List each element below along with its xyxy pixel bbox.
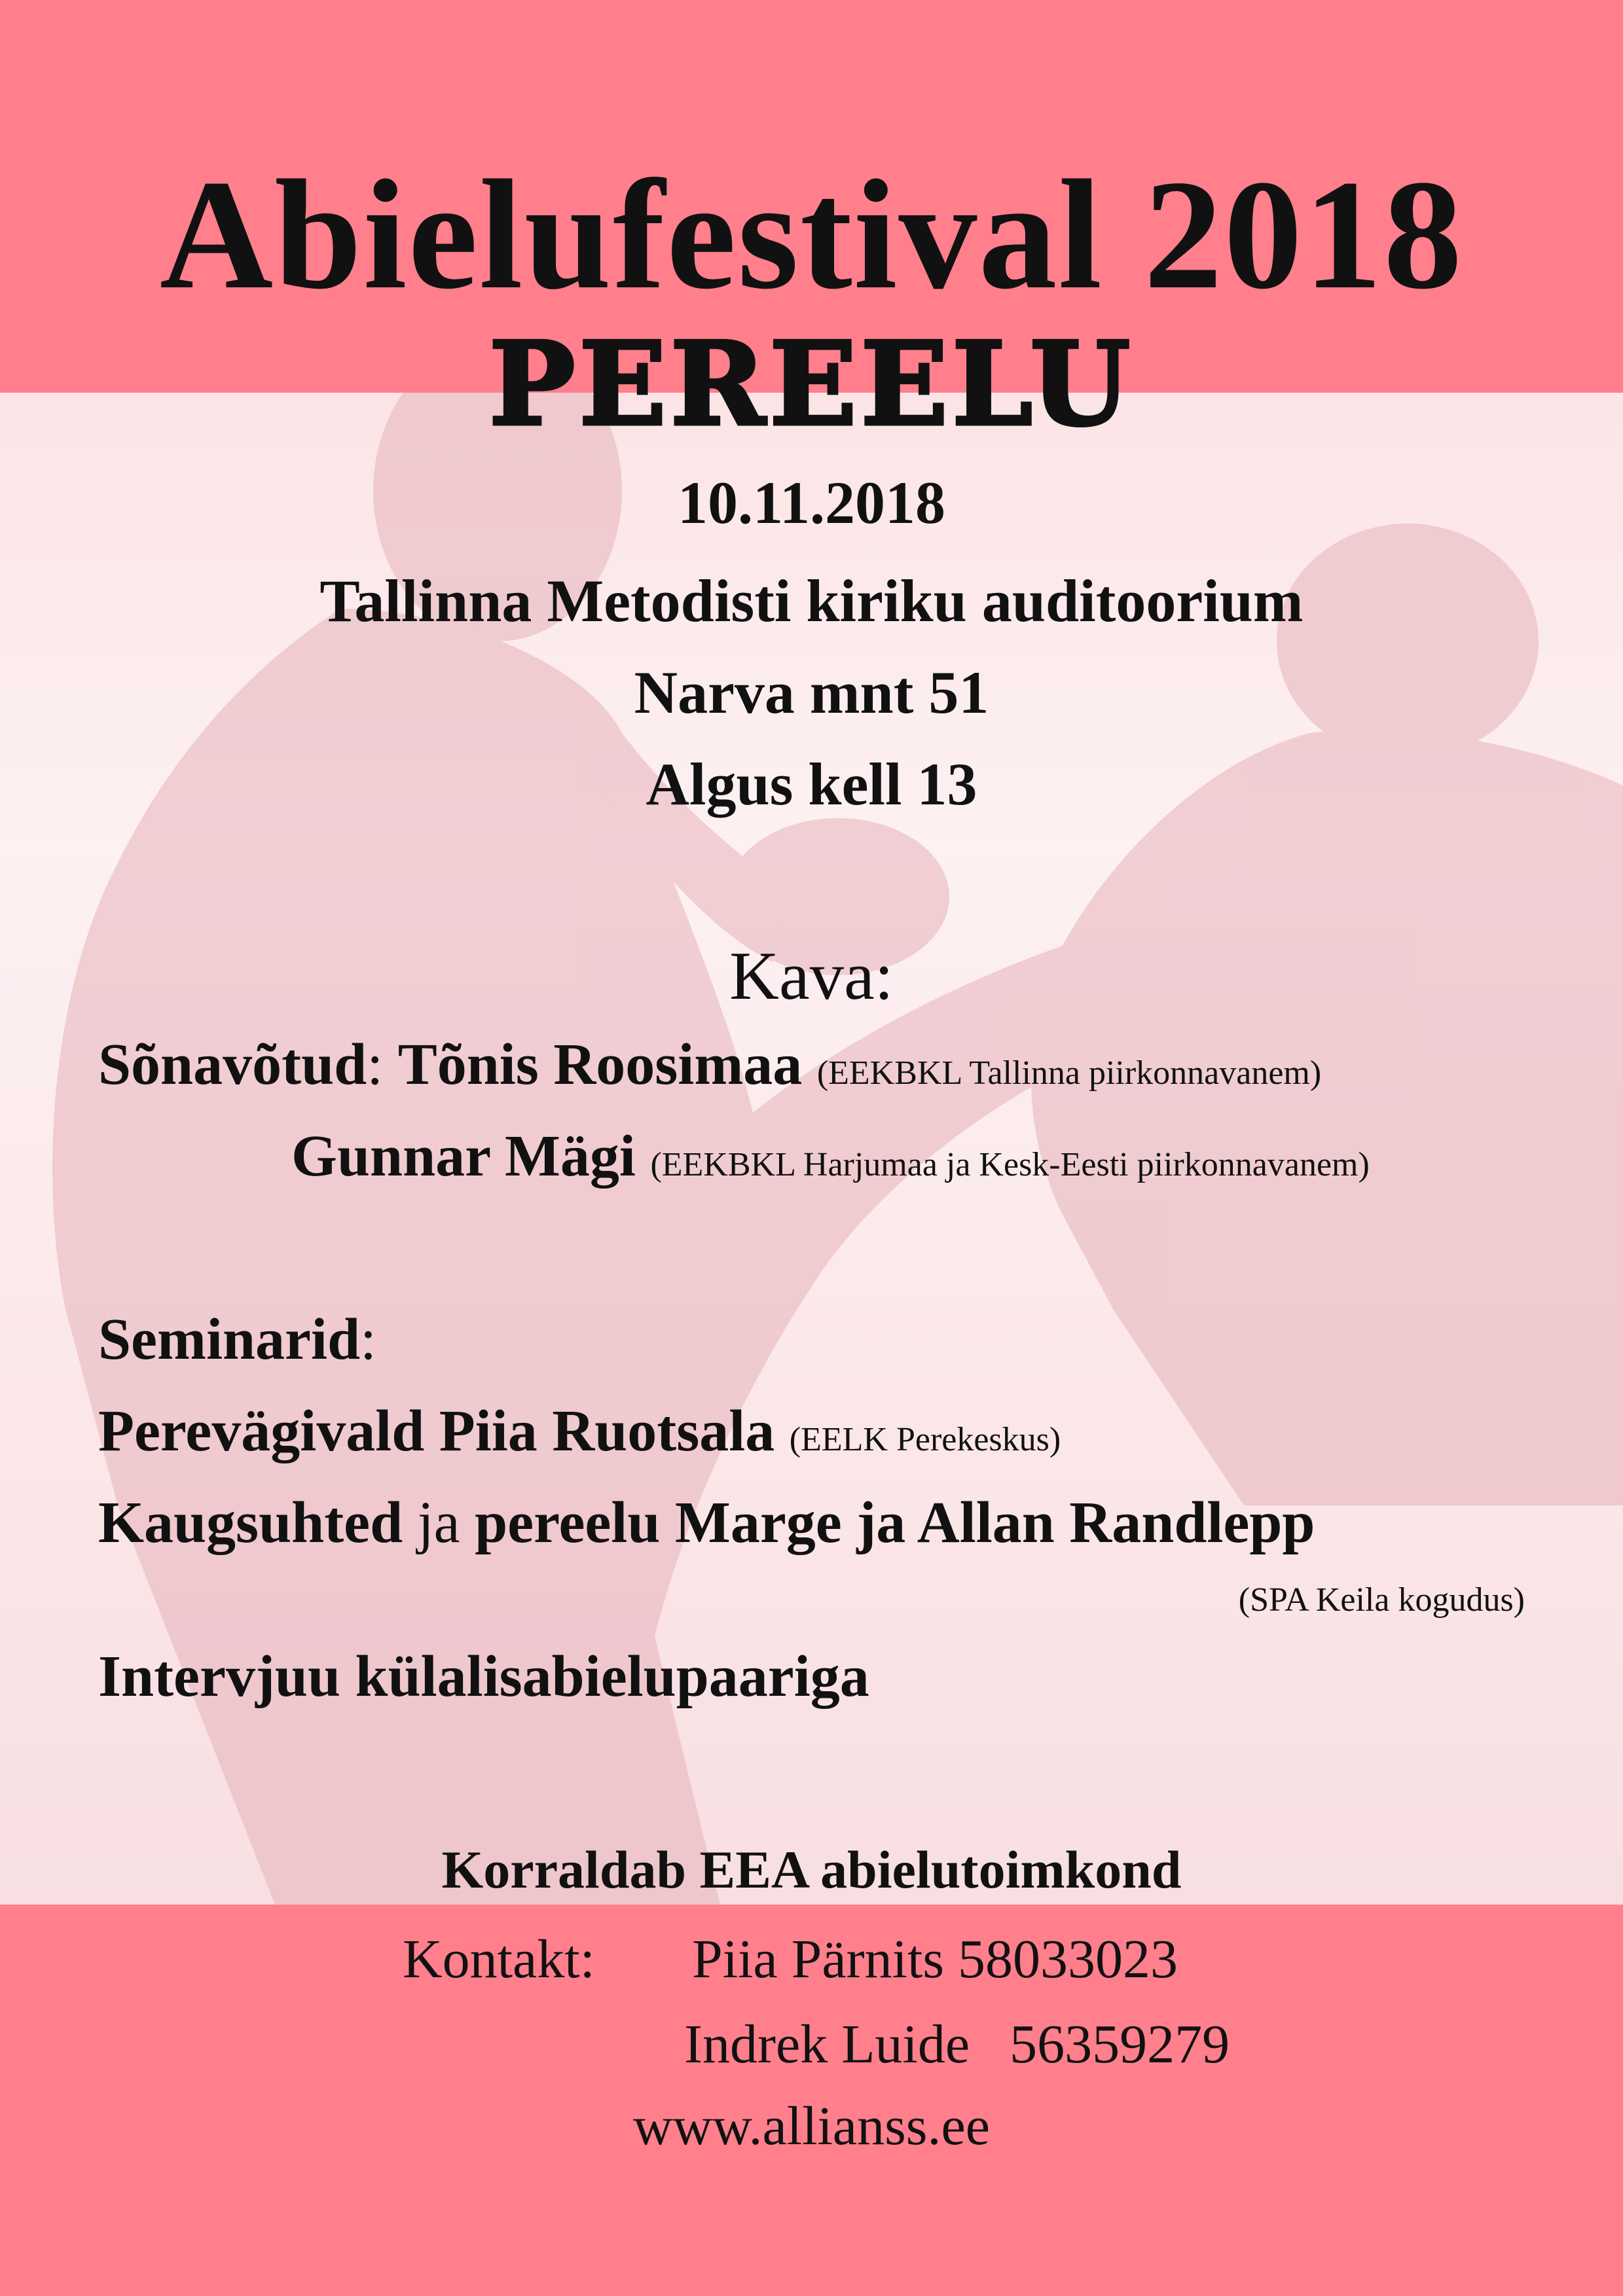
seminar-org: (EELK Perekeskus) xyxy=(789,1421,1061,1458)
contact-row-1 xyxy=(692,1928,1178,1991)
seminar-topic: Perevägivald Piia Ruotsala xyxy=(98,1399,775,1463)
seminars-heading: Seminarid: xyxy=(98,1307,377,1372)
seminar-topic: pereelu Marge ja Allan Randlepp xyxy=(475,1490,1315,1555)
contact-label: Kontakt: xyxy=(403,1929,595,1990)
event-address: Narva mnt 51 xyxy=(634,659,989,726)
seminar-row-1 xyxy=(98,1397,1061,1465)
organizer: Korraldab EEA abielutoimkond xyxy=(441,1840,1182,1899)
contact-phone: 56359279 xyxy=(1010,2014,1230,2075)
contact-name: Piia Pärnits xyxy=(692,1929,945,1990)
speaker-role: (EEKBKL Tallinna piirkonnavanem) xyxy=(816,1054,1322,1092)
event-venue: Tallinna Metodisti kiriku auditoorium xyxy=(319,567,1304,634)
seminar-connector: ja xyxy=(417,1490,460,1555)
contact-name: Indrek Luide xyxy=(684,2014,970,2075)
seminar-row-2 xyxy=(98,1489,1315,1556)
website-link[interactable]: www.allianss.ee xyxy=(632,2096,991,2157)
speaker-name: Tõnis Roosimaa xyxy=(397,1032,803,1097)
event-start: Algus kell 13 xyxy=(646,751,977,817)
contact-phone: 58033023 xyxy=(958,1929,1178,1990)
speaker-row-2 xyxy=(291,1122,1370,1190)
speaker-name: Gunnar Mägi xyxy=(291,1124,636,1189)
seminars-label: Seminarid xyxy=(98,1307,361,1372)
interview-item: Intervjuu külalisabielupaariga xyxy=(98,1644,869,1709)
seminar-topic: Kaugsuhted xyxy=(98,1490,403,1555)
event-date: 10.11.2018 xyxy=(678,469,945,536)
speeches-label: Sõnavõtud xyxy=(98,1032,367,1097)
page-title: Abielufestival 2018 xyxy=(159,147,1464,321)
page-subtitle: PEREELU xyxy=(488,317,1135,452)
contact-row-2 xyxy=(684,2013,1230,2076)
speaker-row-1: Sõnavõtud: Tõnis Roosimaa (EEKBKL Tallinna piirkonnavanem) xyxy=(98,1032,1322,1097)
speaker-role: (EEKBKL Harjumaa ja Kesk-Eesti piirkonnavanem) xyxy=(650,1146,1370,1183)
program-heading: Kava: xyxy=(729,937,894,1014)
seminar-org: (SPA Keila kogudus) xyxy=(1238,1581,1525,1619)
